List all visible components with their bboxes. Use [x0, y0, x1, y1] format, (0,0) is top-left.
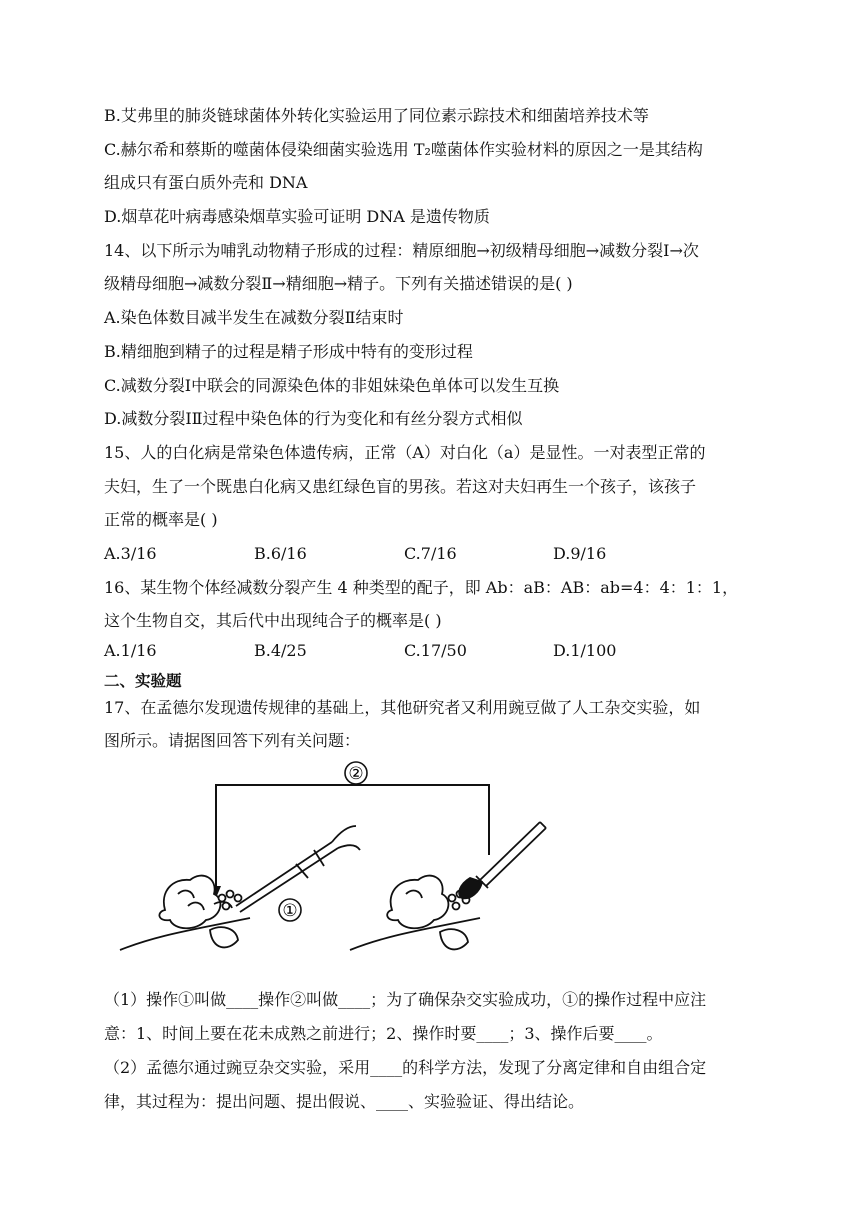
label-2: ② — [348, 764, 364, 784]
left-flower — [120, 876, 250, 950]
q14-stem: 14、以下所示为哺乳动物精子形成的过程：精原细胞→初级精母细胞→减数分裂Ⅰ→次 — [104, 241, 699, 260]
q17-stem: 17、在孟德尔发现遗传规律的基础上，其他研究者又利用豌豆做了人工杂交实验，如 — [104, 698, 701, 717]
q17-stem-cont: 图所示。请据图回答下列有关问题： — [104, 731, 361, 750]
q15-stem-cont: 夫妇，生了一个既患白化病又患红绿色盲的男孩。若这对夫妇再生一个孩子，该孩子 — [104, 477, 697, 496]
q17-part2: （2）孟德尔通过豌豆杂交实验，采用____的科学方法，发现了分离定律和自由组合定 — [104, 1058, 707, 1077]
pea-cross-figure — [110, 760, 570, 975]
q16-option-b: B.4/25 — [254, 641, 307, 660]
q13-option-c: C.赫尔希和蔡斯的噬菌体侵染细菌实验选用 T₂噬菌体作实验材料的原因之一是其结构 — [104, 140, 703, 159]
q16-stem-cont: 这个生物自交，其后代中出现纯合子的概率是( ) — [104, 611, 442, 630]
q15-stem-cont2: 正常的概率是( ) — [104, 510, 218, 529]
q16-option-c: C.17/50 — [404, 641, 467, 660]
q17-part2-cont: 律，其过程为：提出问题、提出假说、____、实验验证、得出结论。 — [104, 1092, 585, 1111]
tweezers — [236, 826, 360, 912]
pea-cross-diagram — [110, 760, 570, 975]
q16-option-a: A.1/16 — [104, 641, 157, 660]
q17-part1-cont: 意：1、时间上要在花未成熟之前进行；2、操作时要____；3、操作后要____。 — [104, 1024, 663, 1043]
q13-option-d: D.烟草花叶病毒感染烟草实验可证明 DNA 是遗传物质 — [104, 207, 490, 226]
q15-option-b: B.6/16 — [254, 544, 307, 563]
q13-option-c-cont: 组成只有蛋白质外壳和 DNA — [104, 173, 308, 192]
q15-option-c: C.7/16 — [404, 544, 457, 563]
label-1: ① — [282, 901, 298, 921]
q13-option-b: B.艾弗里的肺炎链球菌体外转化实验运用了同位素示踪技术和细菌培养技术等 — [104, 106, 649, 125]
q16-stem: 16、某生物个体经减数分裂产生 4 种类型的配子，即 Ab：aB：AB：ab=4：4：1：1， — [104, 578, 739, 597]
q17-part1: （1）操作①叫做____操作②叫做____；为了确保杂交实验成功，①的操作过程中应注 — [104, 990, 707, 1009]
q16-option-d: D.1/100 — [553, 641, 617, 660]
brush — [459, 822, 546, 898]
q15-option-a: A.3/16 — [104, 544, 157, 563]
q15-stem: 15、人的白化病是常染色体遗传病，正常（A）对白化（a）是显性。一对表型正常的 — [104, 443, 706, 462]
q14-option-b: B.精细胞到精子的过程是精子形成中特有的变形过程 — [104, 342, 473, 361]
q14-option-a: A.染色体数目减半发生在减数分裂Ⅱ结束时 — [104, 308, 404, 327]
section-heading: 二、实验题 — [104, 672, 182, 690]
q14-option-c: C.减数分裂Ⅰ中联会的同源染色体的非姐妹染色单体可以发生互换 — [104, 376, 560, 395]
q15-option-d: D.9/16 — [553, 544, 607, 563]
q14-option-d: D.减数分裂ⅠⅡ过程中染色体的行为变化和有丝分裂方式相似 — [104, 409, 523, 428]
bracket-line — [216, 785, 489, 893]
q14-stem-cont: 级精母细胞→减数分裂Ⅱ→精细胞→精子。下列有关描述错误的是( ) — [104, 274, 573, 293]
